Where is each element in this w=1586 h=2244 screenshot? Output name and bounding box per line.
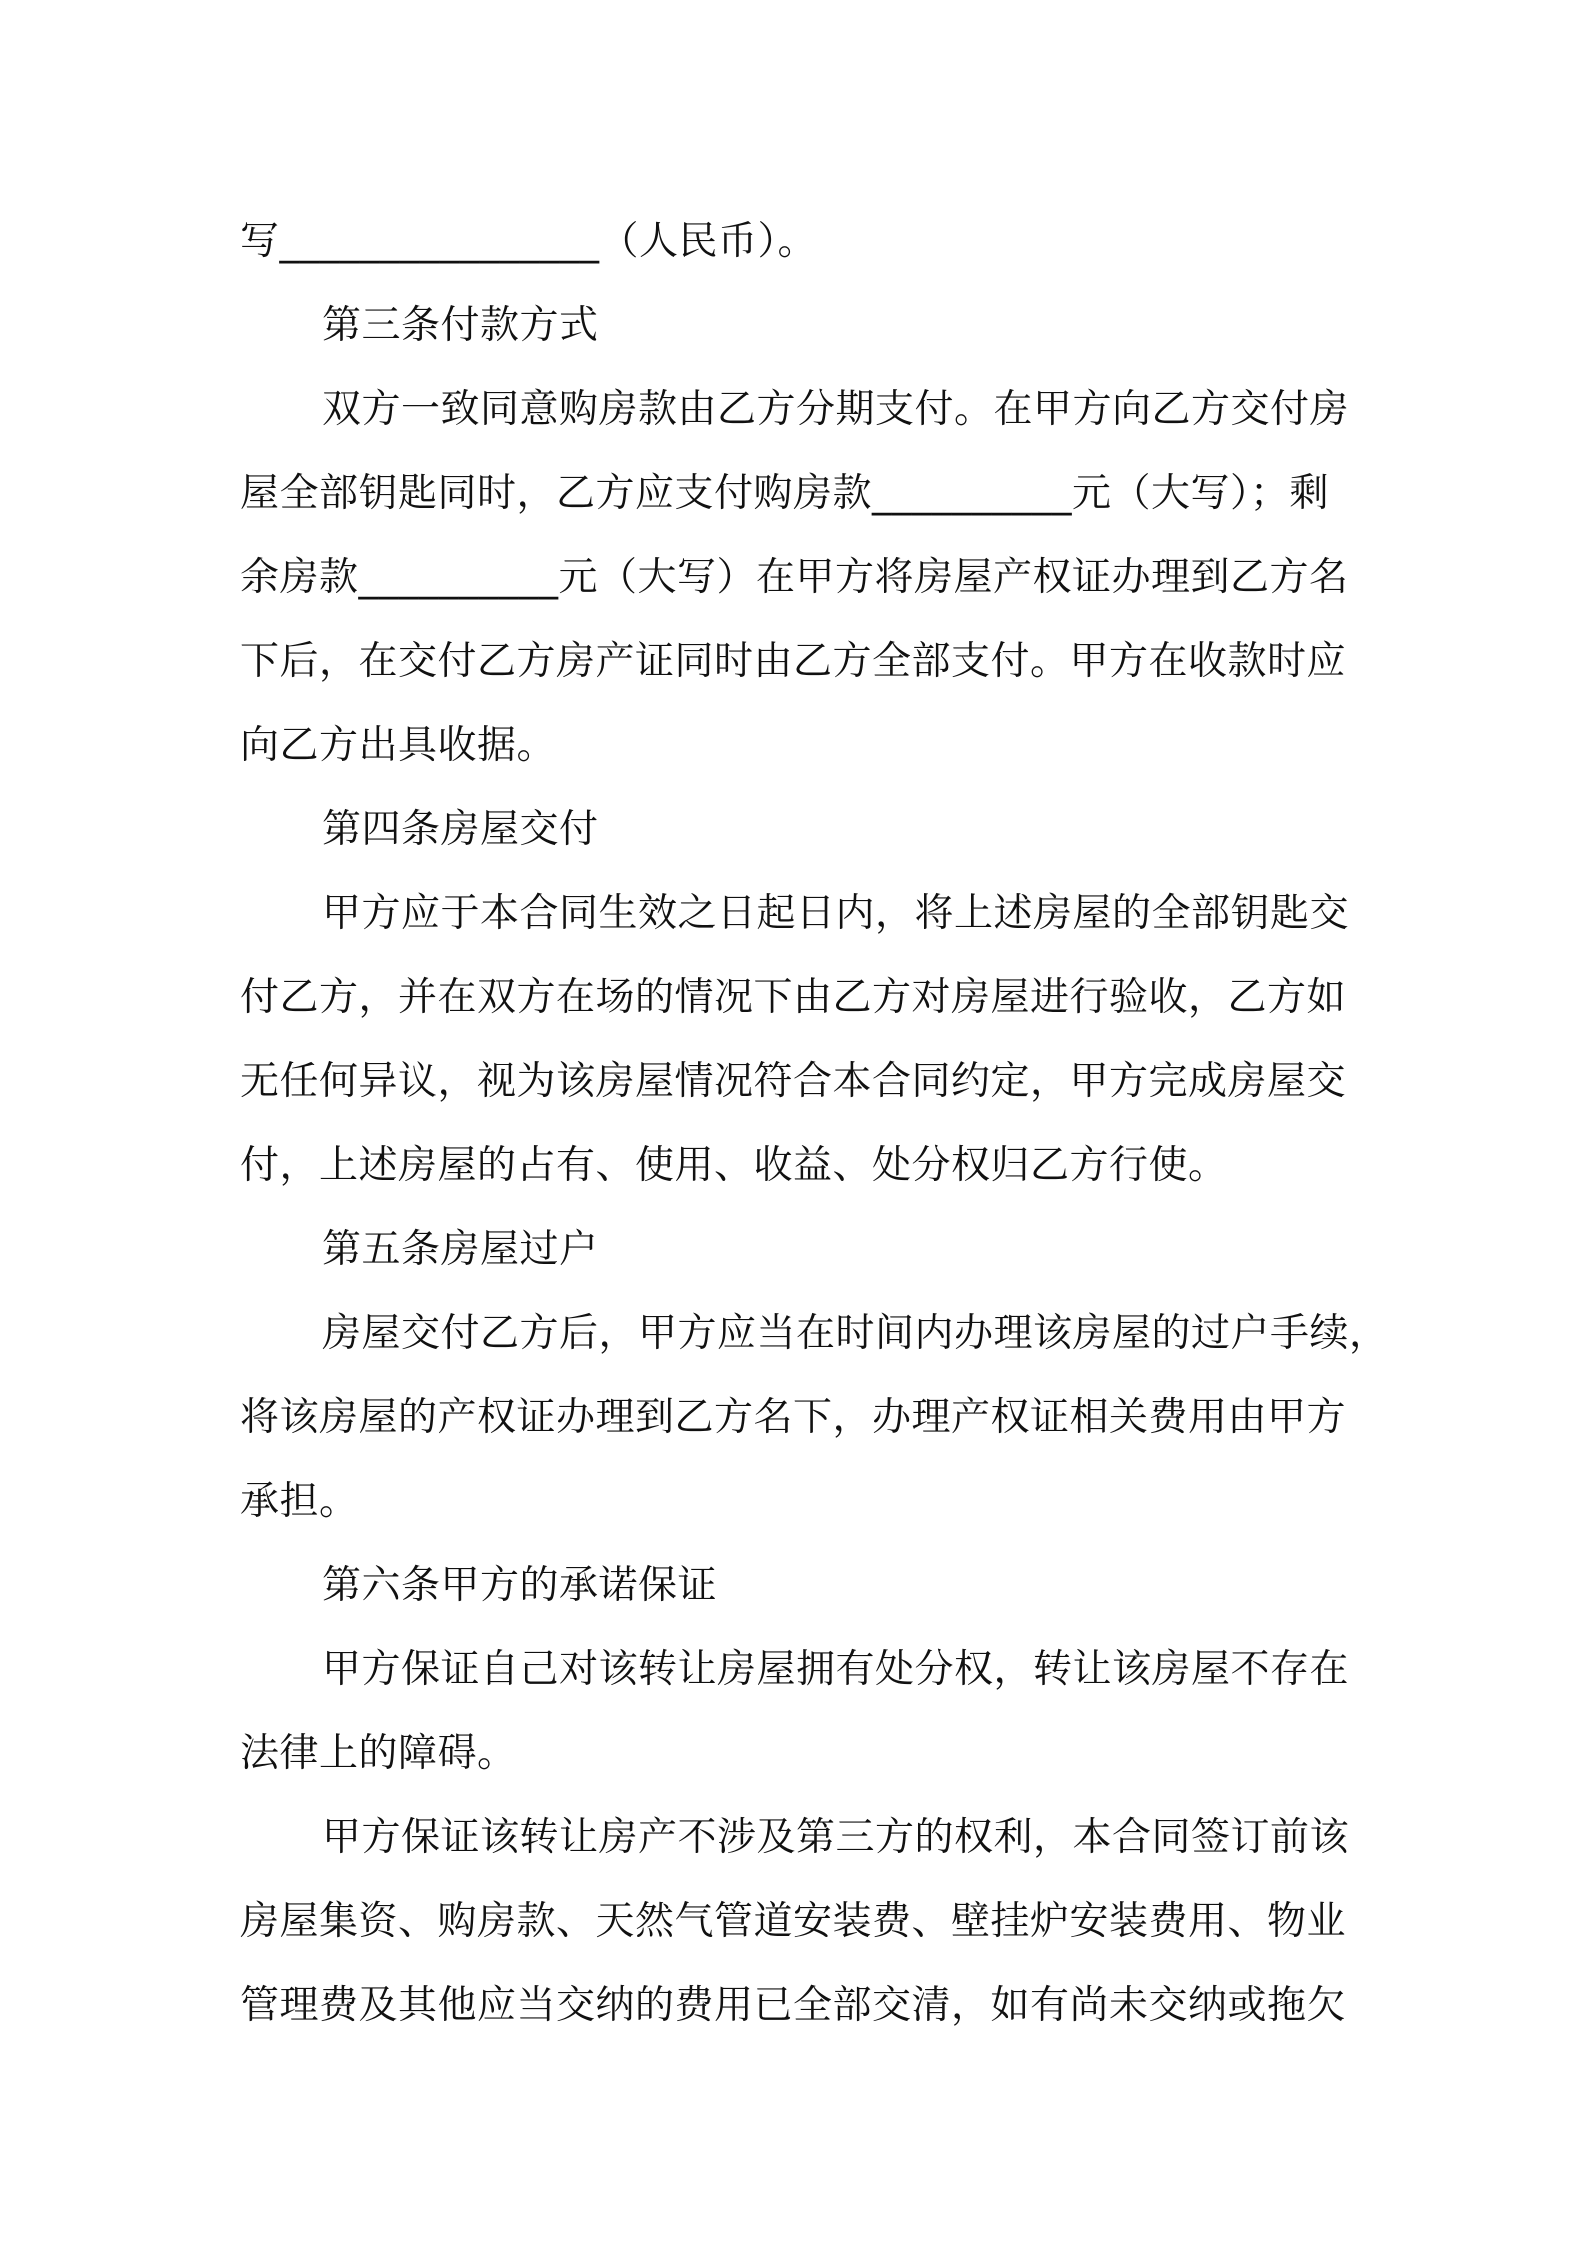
document-body xyxy=(240,200,1389,2048)
document-text-line: 无任何异议，视为该房屋情况符合本合同约定，甲方完成房屋交 xyxy=(240,1059,1347,1104)
document-text-line: 房屋交付乙方后，甲方应当在时间内办理该房屋的过户手续， xyxy=(322,1311,1389,1356)
document-text-line: 第三条付款方式 xyxy=(322,303,599,348)
document-text-line: 双方一致同意购房款由乙方分期支付。在甲方向乙方交付房 xyxy=(322,387,1350,432)
document-text-line: 第五条房屋过户 xyxy=(322,1227,599,1272)
document-text-line: 第六条甲方的承诺保证 xyxy=(322,1563,718,1608)
document-text-line: 管理费及其他应当交纳的费用已全部交清，如有尚未交纳或拖欠 xyxy=(240,1983,1347,2028)
document-text-line: 屋全部钥匙同时，乙方应支付购房款__________元（大写）；剩 xyxy=(240,471,1330,516)
document-text-line: 付乙方，并在双方在场的情况下由乙方对房屋进行验收，乙方如 xyxy=(240,975,1347,1020)
document-text-line: 房屋集资、购房款、天然气管道安装费、壁挂炉安装费用、物业 xyxy=(240,1899,1347,1944)
document-text-line: 第四条房屋交付 xyxy=(322,807,599,852)
document-text-line: 承担。 xyxy=(240,1479,359,1524)
document-text-line: 甲方应于本合同生效之日起日内，将上述房屋的全部钥匙交 xyxy=(322,891,1350,936)
document-text-line: 法律上的障碍。 xyxy=(240,1731,517,1776)
document-text-line: 向乙方出具收据。 xyxy=(240,723,557,768)
document-text-line: 付，上述房屋的占有、使用、收益、处分权归乙方行使。 xyxy=(240,1143,1228,1188)
document-text-line: 余房款__________元（大写）在甲方将房屋产权证办理到乙方名 xyxy=(240,555,1349,600)
document-text-line: 甲方保证自己对该转让房屋拥有处分权，转让该房屋不存在 xyxy=(322,1647,1350,1692)
document-text-line: 甲方保证该转让房产不涉及第三方的权利，本合同签订前该 xyxy=(322,1815,1350,1860)
document-text-line: 下后，在交付乙方房产证同时由乙方全部支付。甲方在收款时应 xyxy=(240,639,1347,684)
document-text-line: 将该房屋的产权证办理到乙方名下，办理产权证相关费用由甲方 xyxy=(240,1395,1347,1440)
document-text-line: 写________________（人民币）。 xyxy=(240,219,818,264)
